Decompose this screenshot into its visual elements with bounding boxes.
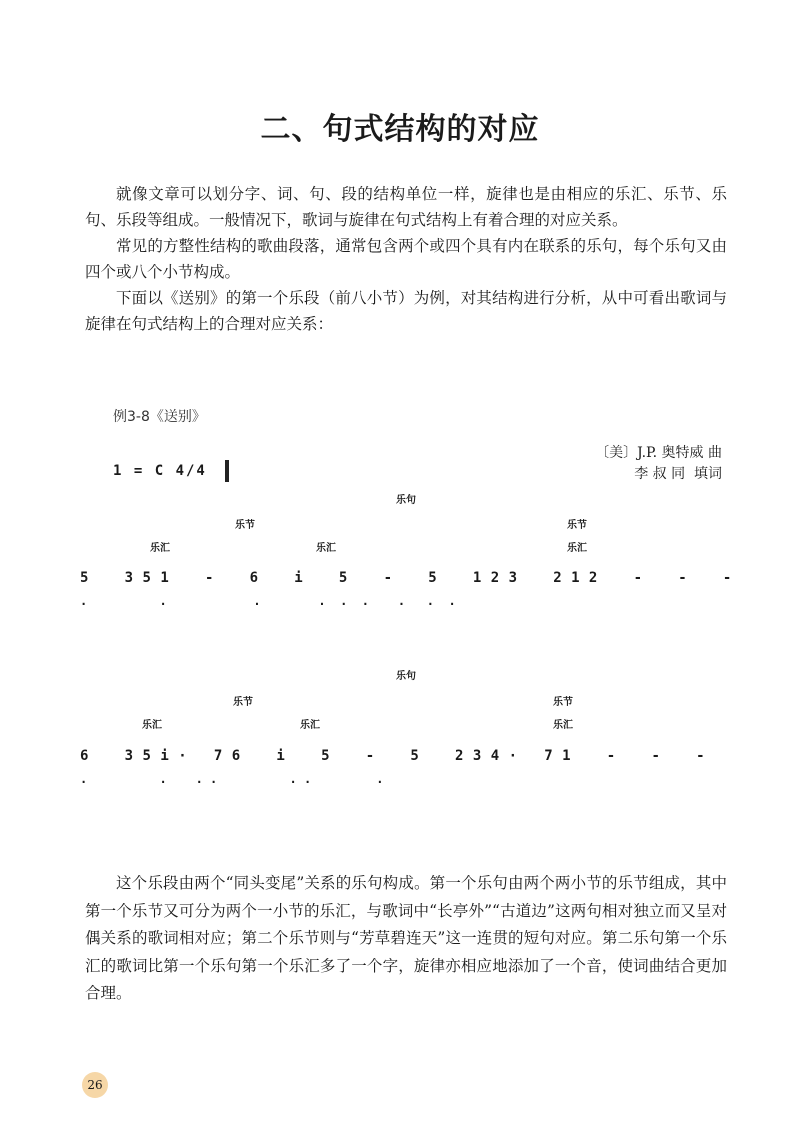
composer-credit: 〔美〕J.P. 奥特威 曲	[595, 445, 722, 461]
motive-label-1b: 乐汇	[316, 543, 336, 554]
sub-phrase-label-2a: 乐节	[233, 697, 253, 708]
notation-line-2: 6 3 5 i · 7 6 i 5 - 5 2 3 4 · 7 1 - - -	[80, 748, 706, 764]
key-signature	[113, 460, 229, 482]
octave-dots-line-2: · · · · · · ·	[80, 775, 384, 789]
bar-line-icon	[225, 460, 229, 482]
motive-label-2b: 乐汇	[300, 720, 320, 731]
paragraph-analysis: 这个乐段由两个“同头变尾”关系的乐句构成。第一个乐句由两个两小节的乐节组成，其中第一个乐节又可分为两个一小节的乐汇，与歌词中“长亭外”“古道边”这两句相对独立而又呈对偶关系的歌词相对应；第二个乐节则与“芳草碧连天”这一连贯的短句对应。第二乐句第一个乐汇的歌词比第一个乐句第一个乐汇多了一个字，旋律亦相应地添加了一个音，使词曲结合更加合理。	[85, 874, 727, 1002]
phrase-label-2: 乐句	[396, 671, 416, 682]
phrase-label-1: 乐句	[396, 495, 416, 506]
motive-label-2c: 乐汇	[553, 720, 573, 731]
paragraph-example-intro: 下面以《送别》的第一个乐段（前八小节）为例，对其结构进行分析，从中可看出歌词与旋律在句式结构上的合理对应关系：	[85, 289, 727, 333]
song-credits	[595, 443, 722, 485]
paragraph-structure: 常见的方整性结构的歌曲段落，通常包含两个或四个具有内在联系的乐句，每个乐句又由四个或八个小节构成。	[85, 237, 727, 281]
section-title: 二、句式结构的对应	[260, 112, 540, 147]
page-number: 26	[82, 1072, 108, 1098]
notation-line-1: 5 3 5 1 - 6 i 5 - 5 1 2 3 2 1 2 - - -	[80, 570, 732, 586]
lyricist-credit: 李 叔 同 填词	[634, 466, 722, 482]
key-meter-text: 1 = C 4/4	[113, 463, 207, 479]
motive-label-1a: 乐汇	[150, 543, 170, 554]
paragraph-intro: 就像文章可以划分字、词、句、段的结构单位一样，旋律也是由相应的乐汇、乐节、乐句、乐段等组成。一般情况下，歌词与旋律在句式结构上有着合理的对应关系。	[85, 185, 727, 229]
motive-label-2a: 乐汇	[142, 720, 162, 731]
octave-dots-line-1: · · · · · · · · ·	[80, 597, 456, 611]
example-caption: 例3-8《送别》	[113, 409, 206, 425]
motive-label-1c: 乐汇	[567, 543, 587, 554]
sub-phrase-label-1a: 乐节	[235, 520, 255, 531]
sub-phrase-label-1b: 乐节	[567, 520, 587, 531]
sub-phrase-label-2b: 乐节	[553, 697, 573, 708]
